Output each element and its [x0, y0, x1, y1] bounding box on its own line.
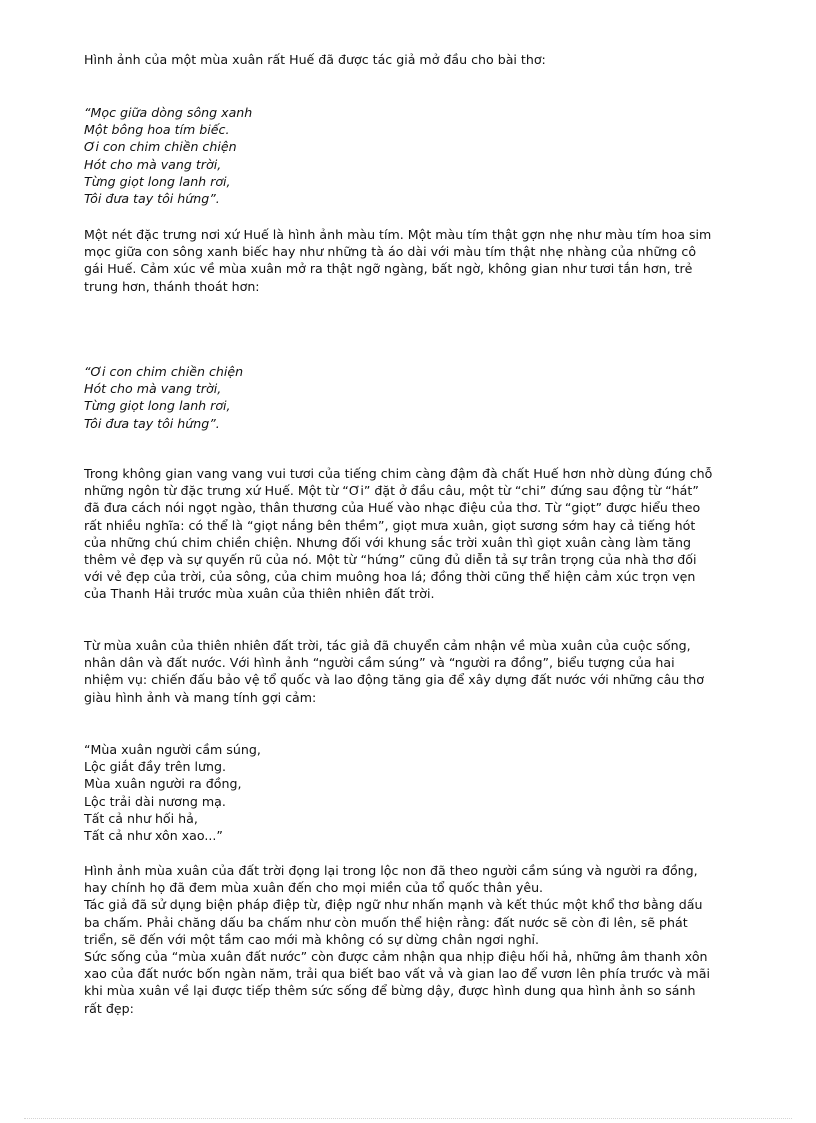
poem-line: Một bông hoa tím biếc. — [84, 122, 230, 138]
text-line: nhân dân và đất nước. Với hình ảnh “người cầm súng” và “người ra đồng”, biểu tượng của hai — [84, 655, 675, 671]
text-line: Sức sống của “mùa xuân đất nước” còn được cảm nhận qua nhịp điệu hối hả, những âm thanh xôn — [84, 949, 708, 965]
text-line: Hình ảnh của một mùa xuân rất Huế đã được tác giả mở đầu cho bài thơ: — [84, 52, 546, 67]
poem-line: Từng giọt long lanh rơi, — [84, 398, 231, 414]
text-line: xao của đất nước bốn ngàn năm, trải qua biết bao vất vả và gian lao để vươn lên phía trước và mãi — [84, 966, 710, 982]
paragraph-2 — [84, 465, 764, 603]
text-line: Từ mùa xuân của thiên nhiên đất trời, tác giả đã chuyển cảm nhận về mùa xuân của cuộc sống, — [84, 638, 691, 653]
text-line: mọc giữa con sông xanh biếc hay như những tà áo dài với màu tím thật nhẹ nhàng của những cô — [84, 244, 697, 260]
poem-line: “Ơi con chim chiền chiện — [84, 364, 244, 379]
text-line: của Thanh Hải trước mùa xuân của thiên nhiên đất trời. — [84, 586, 435, 602]
paragraph-4 — [84, 862, 764, 1017]
text-line: hay chính họ đã đem mùa xuân đến cho mọi miền của tổ quốc thân yêu. — [84, 880, 544, 896]
poem-line: Hót cho mà vang trời, — [84, 381, 222, 397]
intro-paragraph — [84, 51, 764, 68]
poem-stanza-3 — [84, 741, 764, 844]
poem-line: “Mọc giữa dòng sông xanh — [84, 105, 253, 120]
poem-line: Lộc trải dài nương mạ. — [84, 793, 226, 809]
text-line: rất nhiều nghĩa: có thể là “giọt nắng bên thềm”, giọt mưa xuân, giọt sương sớm hay cả tiếng hót — [84, 517, 696, 533]
poem-line: Mùa xuân người ra đồng, — [84, 776, 242, 792]
text-line: triển, sẽ đến với một tầm cao mới mà không có sự dừng chân ngơi nghỉ. — [84, 931, 540, 947]
poem-stanza-2 — [84, 363, 764, 432]
poem-line: Lộc giắt đầy trên lưng. — [84, 759, 226, 775]
text-line: Một nét đặc trưng nơi xứ Huế là hình ảnh màu tím. Một màu tím thật gợn nhẹ như màu tím hoa sim — [84, 227, 712, 242]
text-line: Trong không gian vang vang vui tươi của tiếng chim càng đậm đà chất Huế hơn nhờ dùng đúng chỗ — [84, 466, 713, 481]
text-line: rất đẹp: — [84, 1000, 134, 1016]
poem-line: Tôi đưa tay tôi hứng”. — [84, 415, 220, 431]
text-line: ba chấm. Phải chăng dấu ba chấm như còn muốn thể hiện rằng: đất nước sẽ còn đi lên, sẽ phát — [84, 914, 688, 930]
text-line: những ngôn từ đặc trưng xứ Huế. Một từ “Ơi” đặt ở đầu câu, một từ “chi” đứng sau động từ “hát” — [84, 483, 699, 499]
poem-line: Tất cả như hối hả, — [84, 810, 198, 826]
poem-line: Ơi con chim chiền chiện — [84, 139, 237, 155]
text-line: gái Huế. Cảm xúc về mùa xuân mở ra thật ngỡ ngàng, bất ngờ, không gian như tươi tắn hơn, trẻ — [84, 261, 693, 277]
text-line: đã đưa cách nói ngọt ngào, thân thương của Huế vào nhạc điệu của thơ. Từ “giọt” được hiểu theo — [84, 500, 701, 516]
poem-line: Tôi đưa tay tôi hứng”. — [84, 191, 220, 207]
poem-line: “Mùa xuân người cầm súng, — [84, 742, 261, 757]
text-line: Hình ảnh mùa xuân của đất trời đọng lại trong lộc non đã theo người cầm súng và người ra đồng, — [84, 863, 698, 878]
text-line: khi mùa xuân về lại được tiếp thêm sức sống để bừng dậy, được hình dung qua hình ảnh so sánh — [84, 983, 696, 999]
text-line: giàu hình ảnh và mang tính gợi cảm: — [84, 689, 317, 705]
text-line: của những chú chim chiền chiện. Nhưng đối với khung sắc trời xuân thì giọt xuân càng làm tăng — [84, 534, 691, 550]
poem-stanza-1 — [84, 104, 764, 207]
text-line: nhiệm vụ: chiến đấu bảo vệ tổ quốc và lao động tăng gia để xây dựng đất nước với những câu thơ — [84, 672, 704, 688]
text-line: với vẻ đẹp của trời, của sông, của chim muông hoa lá; đồng thời cũng thể hiện cảm xúc trọn vẹn — [84, 569, 696, 585]
page-bottom-divider — [24, 1118, 792, 1119]
text-line: trung hơn, thánh thoát hơn: — [84, 278, 260, 294]
text-line: Tác giả đã sử dụng biện pháp điệp từ, điệp ngữ như nhấn mạnh và kết thúc một khổ thơ bằng dấu — [84, 897, 703, 913]
paragraph-1 — [84, 226, 764, 295]
poem-line: Từng giọt long lanh rơi, — [84, 173, 231, 189]
poem-line: Tất cả như xôn xao...” — [84, 828, 223, 844]
paragraph-3 — [84, 637, 764, 706]
text-line: thêm vẻ đẹp và sự quyến rũ của nó. Một từ “hứng” cũng đủ diễn tả sự trân trọng của nhà thơ đối — [84, 552, 697, 568]
poem-line: Hót cho mà vang trời, — [84, 156, 222, 172]
